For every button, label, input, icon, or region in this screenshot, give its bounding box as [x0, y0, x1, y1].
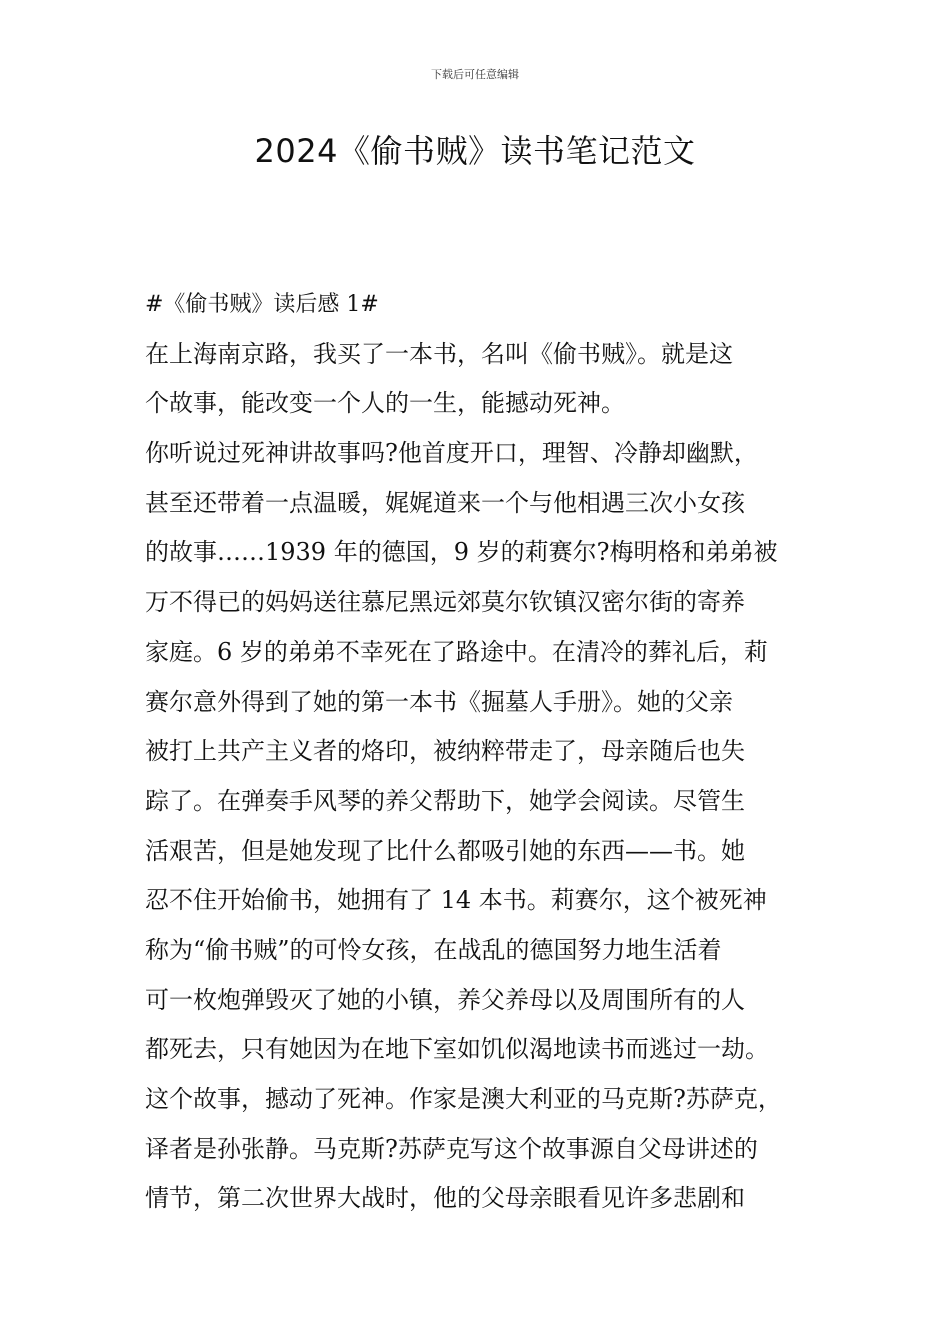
paragraph-line: 万不得已的妈妈送往慕尼黑远郊莫尔钦镇汉密尔街的寄养	[145, 588, 745, 617]
paragraph-line: 译者是孙张静。马克斯?苏萨克写这个故事源自父母讲述的	[145, 1134, 758, 1163]
section-heading: #《偷书贼》读后感 1#	[145, 292, 379, 317]
document-body	[145, 280, 845, 1224]
paragraph-line: 个故事，能改变一个人的一生，能撼动死神。	[145, 389, 625, 418]
paragraph-line: 你听说过死神讲故事吗?他首度开口，理智、冷静却幽默，	[145, 439, 758, 468]
paragraph-line: 都死去，只有她因为在地下室如饥似渴地读书而逃过一劫。	[145, 1035, 769, 1064]
paragraph-line: 称为“偷书贼”的可怜女孩，在战乱的德国努力地生活着	[145, 935, 722, 964]
paragraph-line: 甚至还带着一点温暖，娓娓道来一个与他相遇三次小女孩	[145, 488, 745, 517]
paragraph-line: 家庭。6 岁的弟弟不幸死在了路途中。在清冷的葬礼后，莉	[145, 637, 768, 666]
paragraph-line: 可一枚炮弹毁灭了她的小镇，养父养母以及周围所有的人	[145, 985, 745, 1014]
paragraph-line: 忍不住开始偷书，她拥有了 14 本书。莉赛尔，这个被死神	[145, 886, 767, 915]
paragraph-line: 被打上共产主义者的烙印，被纳粹带走了，母亲随后也失	[145, 737, 745, 766]
paragraph-line: 踪了。在弹奏手风琴的养父帮助下，她学会阅读。尽管生	[145, 786, 745, 815]
paragraph-line: 赛尔意外得到了她的第一本书《掘墓人手册》。她的父亲	[145, 687, 733, 716]
paragraph-line: 情节，第二次世界大战时，他的父母亲眼看见许多悲剧和	[145, 1184, 745, 1213]
paragraph-line: 这个故事，撼动了死神。作家是澳大利亚的马克斯?苏萨克，	[145, 1085, 782, 1113]
paragraph-line: 的故事……1939 年的德国，9 岁的莉赛尔?梅明格和弟弟被	[145, 538, 778, 567]
header-note: 下载后可任意编辑	[431, 68, 519, 81]
paragraph-line: 活艰苦，但是她发现了比什么都吸引她的东西——书。她	[145, 836, 745, 865]
paragraph-line: 在上海南京路，我买了一本书，名叫《偷书贼》。就是这	[145, 339, 733, 368]
document-title: 2024《偷书贼》读书笔记范文	[254, 132, 696, 170]
